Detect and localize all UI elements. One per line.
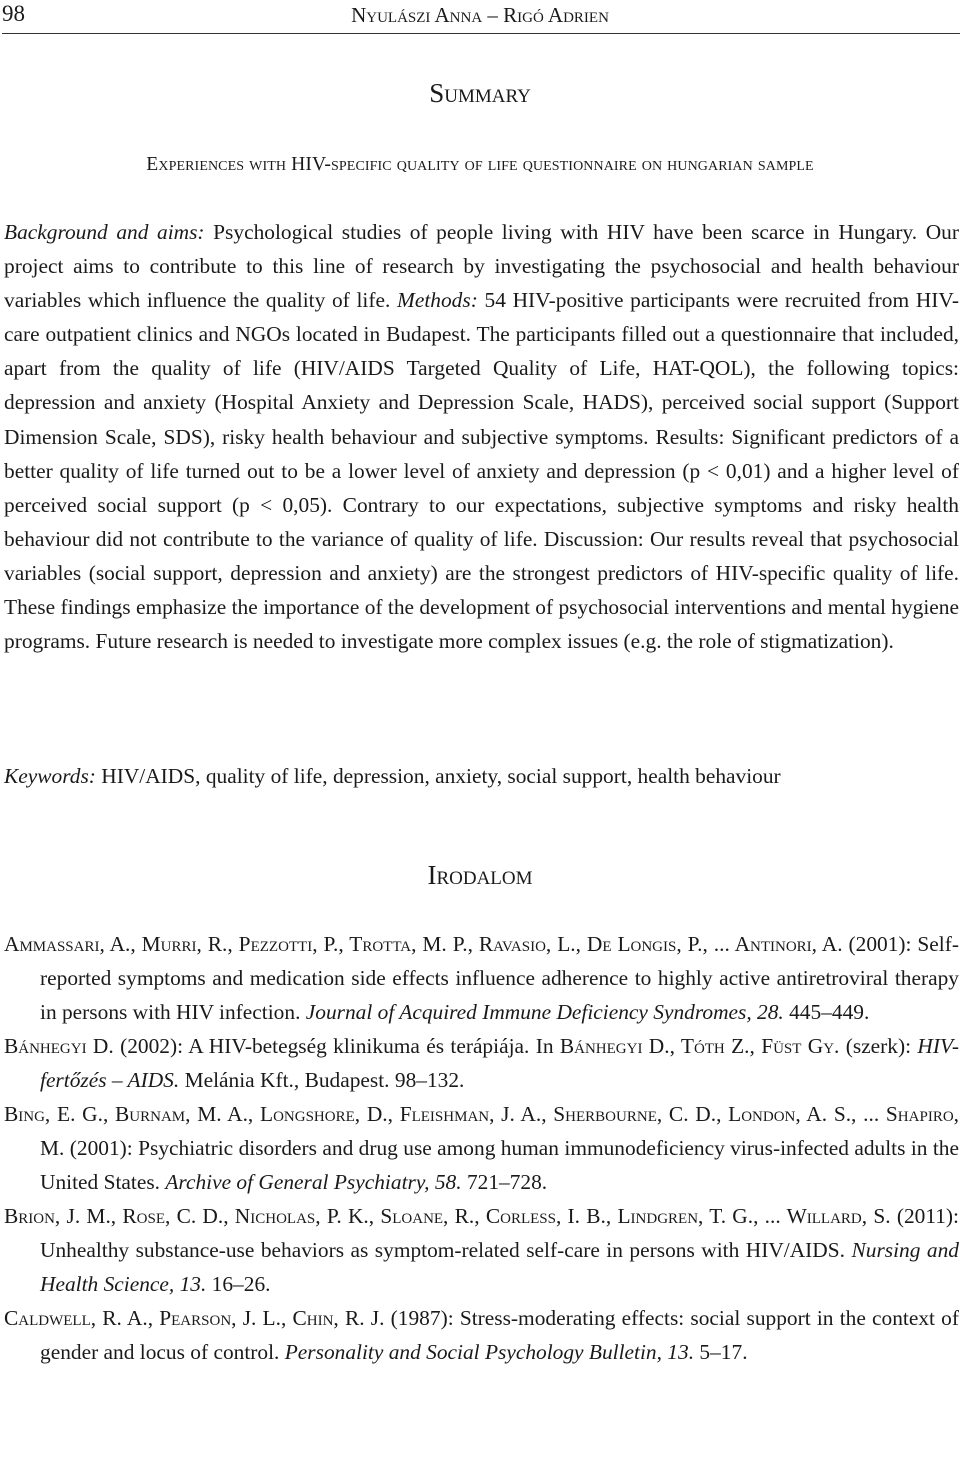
reference-journal: Journal of Acquired Immune Deficiency Syndromes, 28. — [305, 1000, 784, 1024]
reference-body: (2001): Psychiatric disorders and drug use among human immunodeficiency virus-infected adults in the United States. — [40, 1136, 959, 1194]
reference-pages: 16–26. — [206, 1272, 271, 1296]
reference-authors: Bánhegyi D. — [4, 1034, 114, 1058]
reference-list — [4, 927, 959, 1369]
reference-journal: Personality and Social Psychology Bulletin, 13. — [284, 1340, 695, 1364]
paper-title: Experiences with HIV-specific quality of life questionnaire on hungarian sample — [146, 154, 814, 175]
abstract — [4, 215, 959, 658]
reference-item — [4, 1199, 959, 1301]
reference-body-2: (szerk): — [839, 1034, 918, 1058]
header-rule — [2, 33, 960, 34]
reference-authors: Caldwell, R. A., Pearson, J. L., Chin, R. J. — [4, 1306, 385, 1330]
running-head: Nyulászi Anna – Rigó Adrien — [351, 3, 609, 27]
background-label: Background and aims: — [4, 220, 205, 244]
page-header — [0, 0, 960, 32]
methods-label: Methods: — [397, 288, 478, 313]
reference-pages: Melánia Kft., Budapest. 98–132. — [179, 1068, 465, 1092]
background-text: Psychological studies of people living with HIV have been scarce in Hungary. Our project aims to contribute to this line of research by investigating the psychosocial and health behaviour variables which influence the quality of life. — [4, 220, 959, 313]
reference-item — [4, 927, 959, 1029]
reference-body: (2001): Self-reported symptoms and medication side effects influence adherence to highly active antiretroviral therapy in persons with HIV infection. — [40, 932, 959, 1024]
reference-body: (2002): A HIV-betegség klinikuma és terápiája. In — [113, 1034, 560, 1058]
methods-text: 54 HIV-positive participants were recruited from HIV-care outpatient clinics and NGOs located in Budapest. The participants filled out a questionnaire that included, apart from the quality of life (HIV/AIDS Targeted Quality of Life, HAT-QOL), the following topics: depression and anxiety (Hospital Anxiety and Depression Scale, HADS), perceived social support (Support Dimension Scale, SDS), risky health behaviour and subjective symptoms. Results: Significant predictors of a better quality of life turned out to be a lower level of anxiety and depression (p < 0,01) and a higher level of perceived social support (p < 0,05). Contrary to our expectations, subjective symptoms and risky health behaviour did not contribute to the variance of quality of life. Discussion: Our results reveal that psychosocial variables (social support, depression and anxiety) are the strongest predictors of HIV-specific quality of life. These findings emphasize the importance of the development of psychosocial interventions and mental hygiene programs. Future research is needed to investigate more complex issues (e.g. the role of stigmatization). — [4, 288, 959, 654]
abstract-paragraph — [4, 215, 959, 658]
reference-journal: HIV-fertőzés – AIDS. — [40, 1034, 959, 1092]
page-number: 98 — [2, 1, 25, 26]
reference-authors: Ammassari, A., Murri, R., Pezzotti, P., Trotta, M. P., Ravasio, L., De Longis, P., ... Antinori, A. — [4, 932, 843, 956]
reference-authors: Brion, J. M., Rose, C. D., Nicholas, P. K., Sloane, R., Corless, I. B., Lindgren, T. G., ... Willard, S. — [4, 1204, 891, 1228]
reference-journal: Archive of General Psychiatry, 58. — [165, 1170, 462, 1194]
reference-body: (1987): Stress-moderating effects: social support in the context of gender and locus of control. — [40, 1306, 959, 1364]
reference-journal: Nursing and Health Science, 13. — [40, 1238, 959, 1296]
reference-editors: Bánhegyi D., Tóth Z., Füst Gy. — [559, 1034, 840, 1058]
reference-pages: 721–728. — [461, 1170, 548, 1194]
reference-item — [4, 1097, 959, 1199]
reference-item — [4, 1029, 959, 1097]
reference-pages: 5–17. — [694, 1340, 748, 1364]
references-heading: Irodalom — [427, 860, 533, 890]
reference-item — [4, 1301, 959, 1369]
summary-heading: Summary — [429, 78, 531, 108]
reference-pages: 445–449. — [783, 1000, 870, 1024]
keywords-label: Keywords: — [4, 764, 96, 788]
reference-authors: Bing, E. G., Burnam, M. A., Longshore, D., Fleishman, J. A., Sherbourne, C. D., London, A. S., ... Shapiro, M. — [4, 1102, 959, 1160]
reference-body: (2011): Unhealthy substance-use behaviors as symptom-related self-care in persons with HIV/AIDS. — [40, 1204, 959, 1262]
keywords-text: HIV/AIDS, quality of life, depression, anxiety, social support, health behaviour — [101, 764, 781, 788]
keywords — [4, 759, 959, 793]
